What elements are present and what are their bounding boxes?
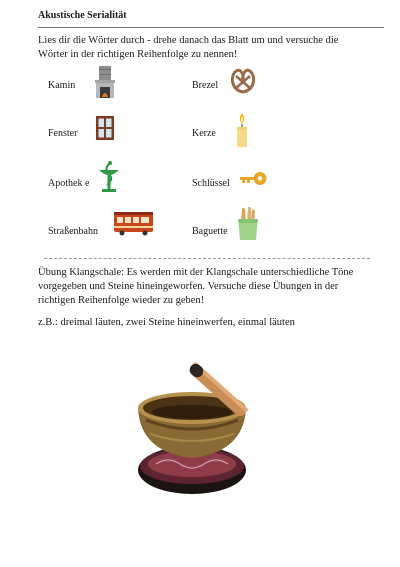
exercise-text: Übung Klangschale: Es werden mit der Klangschale unterschiedliche Töne vorgegeben und Steine hineingeworfen. Versuche diese Übungen in der richtigen Reihenfolge wieder zu geben!: [38, 267, 354, 306]
instruction-text: Lies dir die Wörter durch - drehe danach das Blatt um und versuche die Wörter in der richtigen Reihenfolge zu nennen!: [38, 35, 339, 60]
word-item-apotheke: [48, 178, 100, 189]
tram-icon: [114, 210, 154, 236]
word-item-fenster: [48, 128, 100, 139]
title-divider: [38, 27, 384, 28]
word-label: Straßenbahn: [48, 226, 98, 237]
word-label: Schlüssel: [192, 178, 230, 189]
baguette-icon: [236, 207, 260, 241]
word-label: Apothek e: [48, 178, 90, 189]
word-label: Fenster: [48, 128, 78, 139]
window-icon: [96, 116, 114, 140]
example-text: z.B.: dreimal läuten, zwei Steine hineinwerfen, einmal läuten: [38, 317, 295, 328]
singing-bowl-image: [128, 360, 253, 500]
word-item-strassenbahn: [48, 226, 100, 237]
section-divider: [44, 258, 370, 259]
pretzel-icon: [228, 66, 258, 96]
word-item-kamin: [48, 80, 100, 91]
word-label: Kerze: [192, 128, 216, 139]
word-label: Brezel: [192, 80, 219, 91]
candle-icon: [235, 112, 249, 148]
word-label: Kamin: [48, 80, 76, 91]
fireplace-icon: [95, 66, 115, 98]
word-label: Baguette: [192, 226, 228, 237]
word-item-schluessel: [192, 178, 244, 189]
worksheet-title: Akustische Serialität: [38, 10, 127, 21]
key-icon: [238, 168, 268, 188]
pharmacy-icon: [95, 160, 123, 194]
